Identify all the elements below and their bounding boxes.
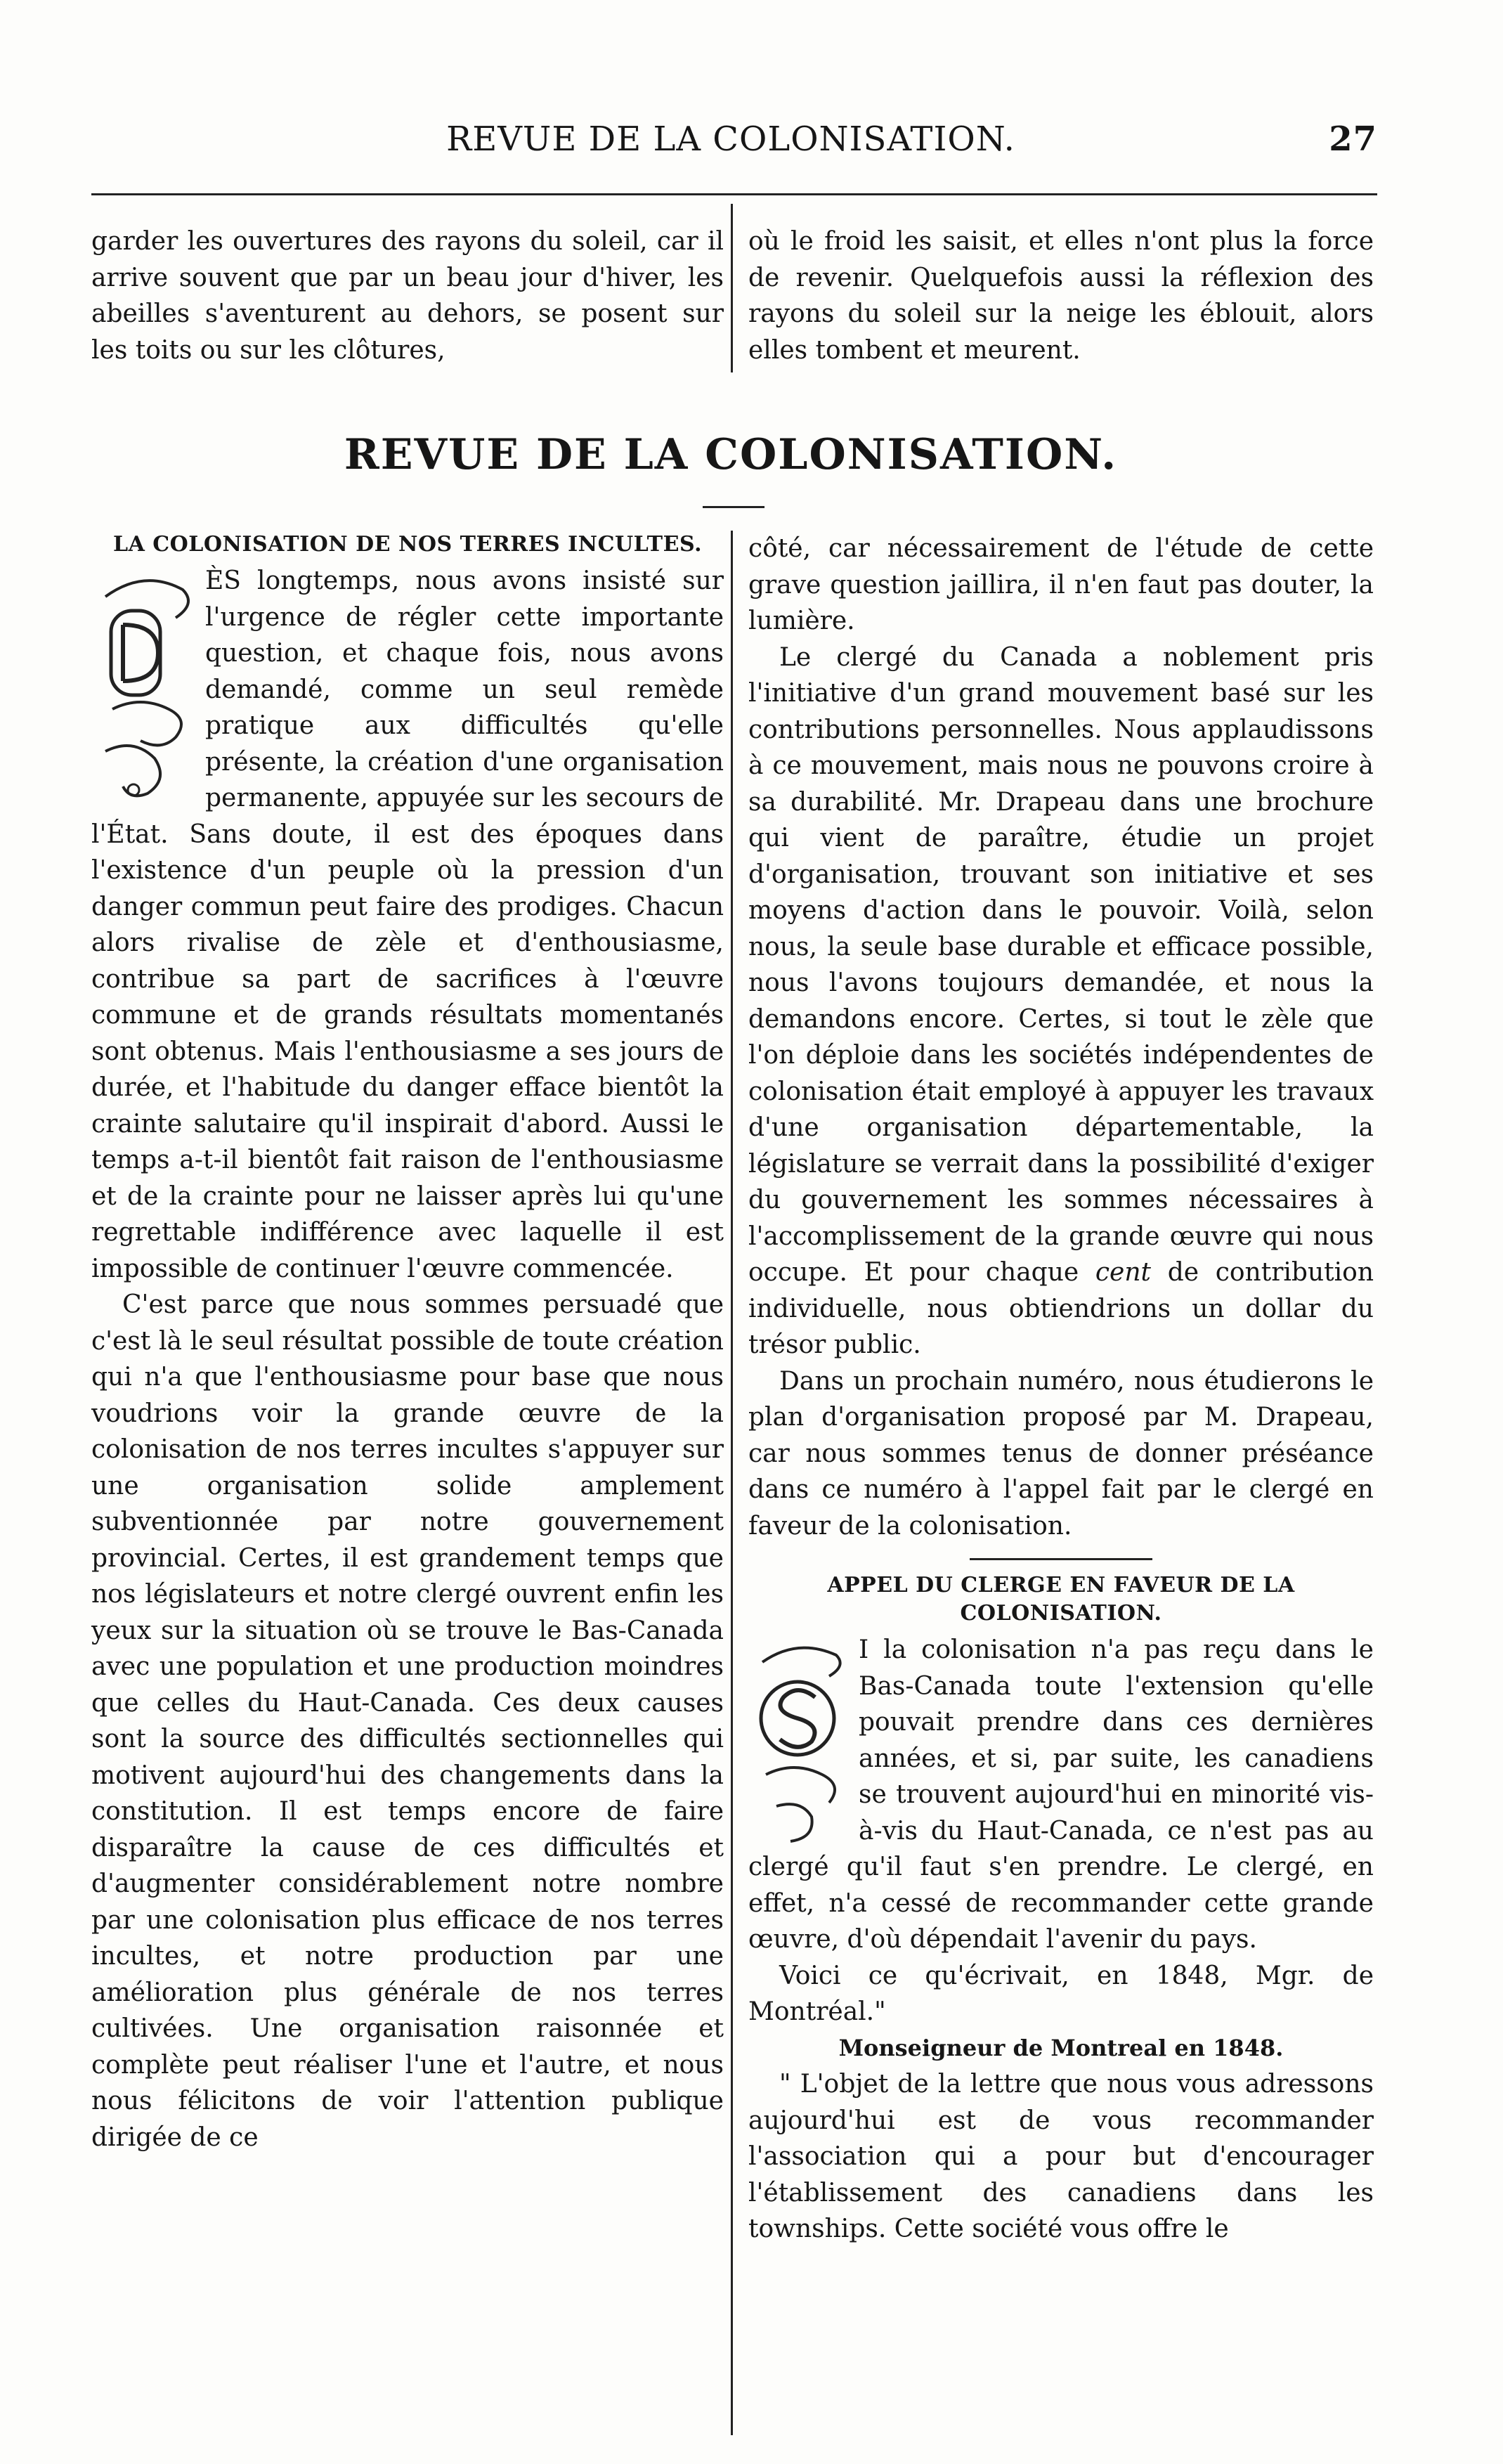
left-column	[91, 531, 724, 2155]
section2-paragraph-2: Voici ce qu'écrivait, en 1848, Mgr. de Montréal."	[748, 1961, 1374, 2026]
section1-paragraph-4	[748, 640, 1374, 1363]
article-title: REVUE DE LA COLONISATION.	[344, 430, 1118, 479]
title-rule	[703, 506, 764, 508]
ornamental-dropcap-s	[748, 1638, 850, 1848]
running-title: REVUE DE LA COLONISATION.	[446, 119, 1015, 159]
dropcap-d-icon	[91, 569, 197, 800]
continuation-right	[748, 223, 1374, 368]
section1-paragraph-2: C'est parce que nous sommes persuadé que c'est là le seul résultat possible de toute création qui n'a que l'enthousiasme pour base que nous voudrions voir la grande œuvre de la colonisation de nos terres incultes s'appuyer sur une organisation solide amplement subventionnée par notre gouvernement provincial. Certes, il est grandement temps que nos législateurs et notre clergé ouvrent enfin les yeux sur la situation où se trouve le Bas-Canada avec une population et une production moindres que celles du Haut-Canada. Ces deux causes sont la source des difficultés sectionnelles qui motivent aujourd'hui des changements dans la constitution. Il est temps encore de faire disparaître la cause de ces difficultés et d'augmenter considérablement notre nombre par une colonisation plus efficace de nos terres incultes, et notre production par une amélioration plus générale de nos terres cultivées. Une organisation raisonnée et complète peut réaliser l'une et l'autre, et nous nous félicitons de voir l'attention publique dirigée de ce	[91, 1290, 724, 2152]
continuation-right-text: où le froid les saisit, et elles n'ont plus la force de revenir. Quelquefois aussi la réflexion des rayons du soleil sur la neige les éblouit, alors elles tombent et meurent.	[748, 227, 1374, 365]
section1-paragraph-5: Dans un prochain numéro, nous étudierons le plan d'organisation proposé par M. Drapeau, car nous sommes tenus de donner préséance dans ce numéro à l'appel fait par le clergé en faveur de la colonisation.	[748, 1366, 1374, 1541]
section1-paragraph-3: côté, car nécessairement de l'étude de cette grave question jaillira, il n'en faut pas douter, la lumière.	[748, 534, 1374, 635]
section2-paragraph-1: I la colonisation n'a pas reçu dans le Bas-Canada toute l'extension qu'elle pouvait prendre dans ces dernières années, et si, par suite, les canadiens se trouvent aujourd'hui en minorité vis-à-vis du Haut-Canada, ce n'est pas au clergé qu'il faut s'en prendre. Le clergé, en effet, n'a cessé de recommander cette grande œuvre, d'où dépendait l'avenir du pays.	[748, 1635, 1374, 1954]
section2-heading: APPEL DU CLERGE EN FAVEUR DE LA COLONISATION.	[827, 1573, 1295, 1626]
section2-signature: Monseigneur de Montreal en 1848.	[838, 2034, 1284, 2061]
page-number: 27	[1329, 119, 1377, 159]
continuation-left-text: garder les ouvertures des rayons du soleil, car il arrive souvent que par un beau jour d'hiver, les abeilles s'aventurent au dehors, se posent sur les toits ou sur les clôtures,	[91, 227, 724, 365]
section1-paragraph-1: ÈS longtemps, nous avons insisté sur l'urgence de régler cette importante question, et chaque fois, nous avons demandé, comme un seul remède pratique aux difficultés qu'elle présente, la création d'une organisation permanente, appuyée sur les secours de l'État. Sans doute, il est des époques dans l'existence d'un peuple où la pression d'un danger commun peut faire des prodiges. Chacun alors rivalise de zèle et d'enthousiasme, contribue sa part de sacrifices à l'œuvre commune et de grands résultats momentanés sont obtenus. Mais l'enthousiasme a ses jours de durée, et l'habitude du danger efface bientôt la crainte salutaire qu'il inspirait d'abord. Aussi le temps a-t-il bientôt fait raison de l'enthousiasme et de la crainte pour ne laisser après lui qu'une regrettable indifférence avec laquelle il est impossible de continuer l'œuvre commencée.	[91, 566, 724, 1283]
section1-p4-text: Le clergé du Canada a noblement pris l'initiative d'un grand mouvement basé sur les contributions personnelles. Nous applaudissons à ce mouvement, mais nous ne pouvons croire à sa durabilité. Mr. Drapeau dans une brochure qui vient de paraître, étudie un projet d'organisation, trouvant son initiative et ses moyens d'action dans le pouvoir. Voilà, selon nous, la seule base durable et efficace possible, nous l'avons toujours demandée, et nous la demandons encore. Certes, si tout le zèle que l'on déploie dans les sociétés indépendentes de colonisation était employé à appuyer les travaux d'une organisation départementable, la législature se verrait dans la possibilité d'exiger du gouvernement les sommes nécessaires à l'accomplissement de la grande œuvre qui nous occupe. Et pour chaque	[748, 642, 1374, 1287]
running-header	[84, 119, 1377, 169]
section1-heading: LA COLONISATION DE NOS TERRES INCULTES.	[112, 532, 703, 557]
section1-p4-italic: cent	[1095, 1258, 1152, 1287]
section2-paragraph-3: " L'objet de la lettre que nous vous adressons aujourd'hui est de vous recommander l'association qui a pour but d'encourager l'établissement des canadiens dans les townships. Cette société vous offre le	[748, 2070, 1374, 2243]
header-rule	[91, 193, 1377, 195]
column-divider	[731, 531, 733, 2435]
section1-p4-end: de contribution individuelle, nous obtiendrions un dollar du trésor public.	[748, 1258, 1374, 1359]
section-rule	[970, 1558, 1152, 1560]
dropcap-s-icon	[748, 1638, 850, 1848]
continuation-left	[91, 223, 724, 368]
ornamental-dropcap-d	[91, 569, 197, 800]
right-column	[748, 531, 1374, 2248]
column-divider-top	[731, 204, 733, 372]
